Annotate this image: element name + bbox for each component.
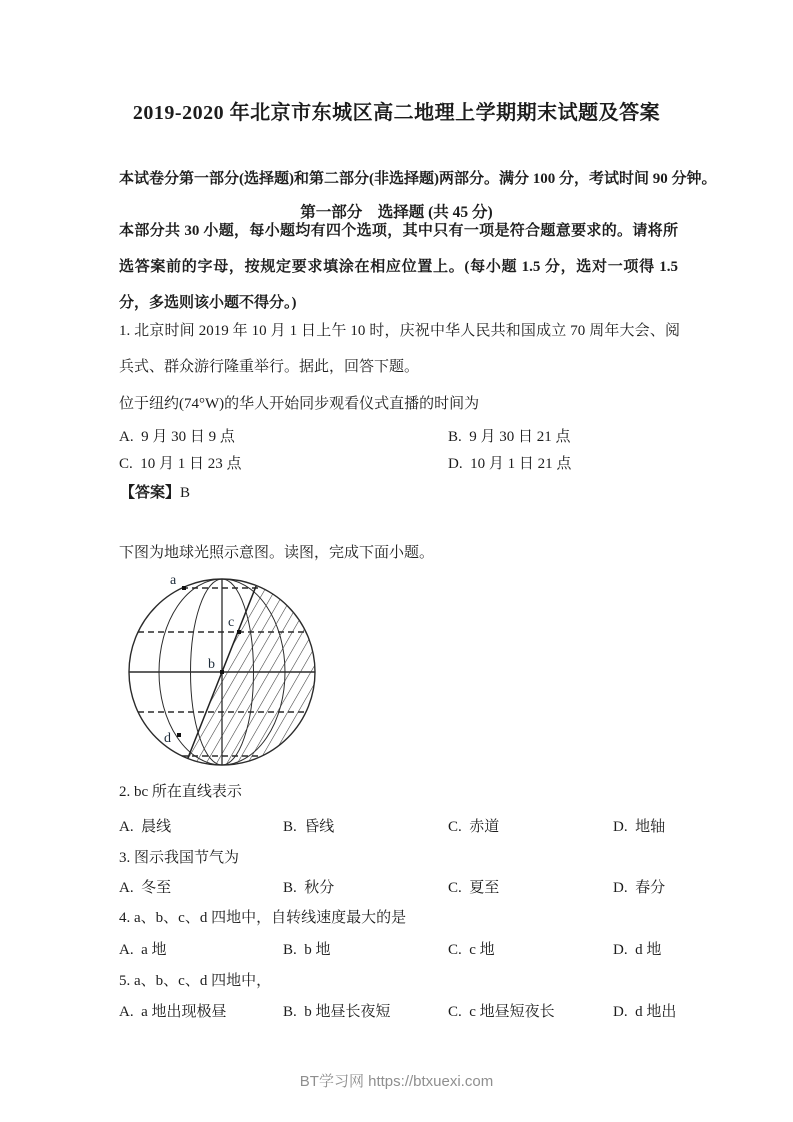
- q1-option-b: B. 9 月 30 日 21 点: [448, 429, 571, 445]
- q5-option-c: C. c 地昼短夜长: [448, 1004, 555, 1020]
- q4-option-a: A. a 地: [119, 942, 167, 958]
- point-label-c: c: [228, 615, 235, 630]
- point-label-d: d: [164, 731, 171, 746]
- night-hatch-region: [188, 586, 315, 766]
- q5-option-a: A. a 地出现极昼: [119, 1004, 227, 1020]
- q4-option-c: C. c 地: [448, 942, 495, 958]
- answer-value: B: [180, 485, 191, 501]
- q1-option-c: C. 10 月 1 日 23 点: [119, 456, 242, 472]
- q1-option-d: D. 10 月 1 日 21 点: [448, 456, 572, 472]
- q3-option-c: C. 夏至: [448, 880, 500, 896]
- point-label-a: a: [170, 573, 177, 588]
- point-marker-a: [182, 586, 186, 590]
- page-title: 2019-2020 年北京市东城区高二地理上学期期末试题及答案: [132, 102, 661, 124]
- point-marker-b: [220, 670, 224, 674]
- q5-option-d: D. d 地出: [613, 1004, 677, 1020]
- q4-option-b: B. b 地: [283, 942, 331, 958]
- q3-option-a: A. 冬至: [119, 880, 172, 896]
- q5-option-b: B. b 地昼长夜短: [283, 1004, 391, 1020]
- instructions-paragraph: 本部分共 30 小题，每小题均有四个选项，其中只有一项是符合题意要求的。请将所选答案前的字母，按规定要求填涂在相应位置上。(每小题 1.5 分，选对一项得 1.5 分，多选则该小题不得分。): [119, 223, 678, 311]
- point-label-b: b: [208, 657, 215, 672]
- q1-option-a: A. 9 月 30 日 9 点: [119, 429, 235, 445]
- point-marker-c: [237, 630, 241, 634]
- earth-illumination-diagram: [120, 570, 330, 772]
- q3-option-b: B. 秋分: [283, 880, 335, 896]
- answer-label: 【答案】: [120, 485, 181, 501]
- q2-option-a: A. 晨线: [119, 819, 172, 835]
- question-5-stem: 5. a、b、c、d 四地中，: [119, 973, 272, 989]
- question-2-stem: 2. bc 所在直线表示: [119, 784, 242, 800]
- q2-option-d: D. 地轴: [613, 819, 666, 835]
- q1-answer-line: [120, 481, 190, 502]
- question-3-stem: 3. 图示我国节气为: [119, 850, 240, 866]
- q2-option-c: C. 赤道: [448, 819, 500, 835]
- exam-intro-line: 本试卷分第一部分(选择题)和第二部分(非选择题)两部分。满分 100 分，考试时间 90 分钟。: [119, 171, 717, 187]
- q2-option-b: B. 昏线: [283, 819, 335, 835]
- q4-option-d: D. d 地: [613, 942, 662, 958]
- question-1-stem: 1. 北京时间 2019 年 10 月 1 日上午 10 时，庆祝中华人民共和国成立 70 周年大会、阅兵式、群众游行隆重举行。据此，回答下题。: [119, 323, 680, 375]
- watermark-footer: BT学习网 https://btxuexi.com: [299, 1073, 494, 1090]
- point-marker-d: [177, 733, 181, 737]
- section-header: 第一部分 选择题 (共 45 分): [300, 204, 493, 221]
- question-1-subquestion: 位于纽约(74°W)的华人开始同步观看仪式直播的时间为: [119, 396, 480, 412]
- figure-caption: 下图为地球光照示意图。读图，完成下面小题。: [119, 545, 435, 561]
- q3-option-d: D. 春分: [613, 880, 666, 896]
- question-4-stem: 4. a、b、c、d 四地中，自转线速度最大的是: [119, 910, 407, 926]
